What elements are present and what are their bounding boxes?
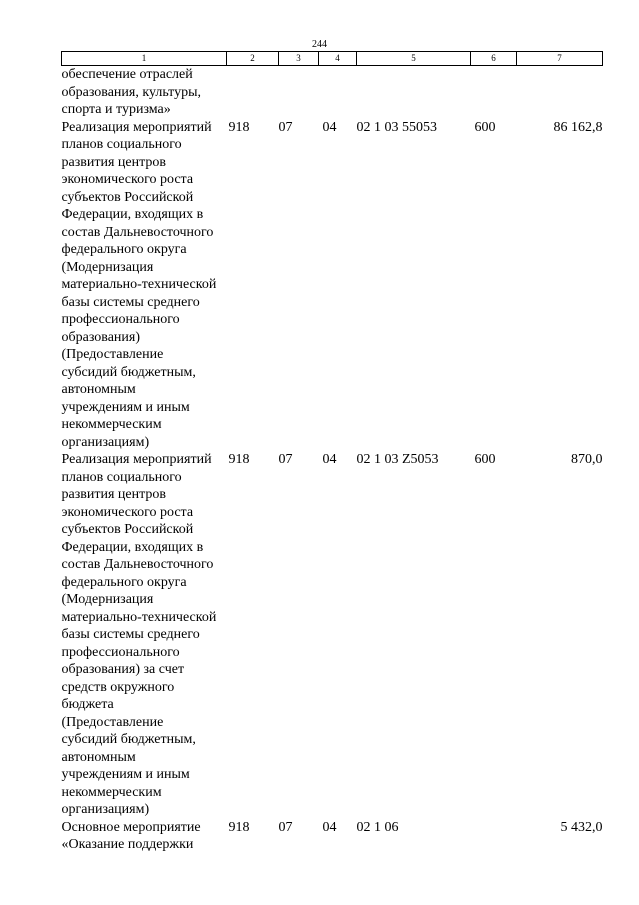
item-name-line: базы системы среднего bbox=[61, 627, 200, 642]
item-name-line: автономным bbox=[61, 749, 136, 765]
item-name-line: субъектов Российской bbox=[61, 189, 194, 205]
cell-subsection: 04 bbox=[322, 452, 337, 467]
column-header: 5 bbox=[357, 52, 471, 66]
item-name-line: учреждениям и иным bbox=[61, 767, 190, 782]
cell-item-name bbox=[62, 119, 227, 452]
cell-subsection: 04 bbox=[322, 819, 337, 835]
cell-target-article: 02 1 03 Z5053 bbox=[356, 452, 439, 467]
item-name-line: Федерации, входящих в bbox=[61, 207, 204, 222]
item-name-line: спорта и туризма» bbox=[61, 102, 171, 117]
item-name-line: некоммерческим bbox=[61, 417, 162, 432]
item-name-line: некоммерческим bbox=[61, 784, 162, 800]
item-name-line: федерального округа bbox=[61, 242, 187, 257]
cell-admin-code: 918 bbox=[228, 119, 250, 135]
cell-amount: 870,0 bbox=[571, 452, 603, 467]
column-header: 2 bbox=[227, 52, 279, 66]
cell-subsection: 04 bbox=[322, 119, 337, 135]
cell-section bbox=[279, 66, 319, 119]
column-header: 6 bbox=[471, 52, 517, 66]
cell-admin-code: 918 bbox=[228, 452, 250, 467]
item-name-line: состав Дальневосточного bbox=[61, 224, 214, 240]
column-number-row bbox=[62, 52, 603, 66]
cell-expense-type: 600 bbox=[474, 452, 496, 467]
cell-expense-type: 600 bbox=[474, 119, 496, 135]
item-name-line: «Оказание поддержки bbox=[61, 837, 194, 852]
item-name-line: образования) за счет bbox=[61, 662, 185, 677]
item-name-line: средств окружного bbox=[61, 679, 175, 695]
item-name-line: материально-технической bbox=[61, 609, 217, 625]
item-name-line: организациям) bbox=[61, 434, 150, 450]
page-number: 244 bbox=[312, 39, 327, 50]
cell-target-article: 02 1 06 bbox=[356, 819, 399, 835]
cell-admin-code: 918 bbox=[228, 819, 250, 835]
item-name-line: развития центров bbox=[61, 154, 166, 170]
item-name-line: автономным bbox=[61, 382, 136, 397]
item-name-line: субсидий бюджетным, bbox=[61, 732, 196, 747]
item-name-line: профессионального bbox=[61, 312, 180, 327]
table-row bbox=[62, 451, 603, 819]
item-name-line: экономического роста bbox=[61, 172, 194, 187]
item-name-line: учреждениям и иным bbox=[61, 399, 190, 415]
column-header: 1 bbox=[62, 52, 227, 66]
cell-item-name bbox=[62, 451, 227, 819]
item-name-line: организациям) bbox=[61, 802, 150, 817]
item-name-line: планов социального bbox=[61, 469, 182, 485]
budget-table bbox=[61, 51, 603, 854]
item-name-line: развития центров bbox=[61, 487, 166, 502]
item-name-line: материально-технической bbox=[61, 277, 217, 292]
column-header: 4 bbox=[319, 52, 357, 66]
item-name-line: субсидий бюджетным, bbox=[61, 364, 196, 380]
table-row bbox=[62, 119, 603, 452]
item-name-line: бюджета bbox=[61, 697, 114, 712]
cell-item-name bbox=[62, 819, 227, 854]
item-name-line: Реализация мероприятий bbox=[61, 119, 212, 135]
column-header: 3 bbox=[279, 52, 319, 66]
cell-amount: 86 162,8 bbox=[553, 119, 603, 135]
item-name-line: обеспечение отраслей bbox=[61, 67, 193, 82]
item-name-line: (Модернизация bbox=[61, 592, 154, 607]
item-name-line: базы системы среднего bbox=[61, 294, 200, 310]
cell-target-article: 02 1 03 55053 bbox=[356, 119, 437, 135]
cell-amount bbox=[517, 66, 603, 119]
item-name-line: субъектов Российской bbox=[61, 522, 194, 537]
cell-admin-code bbox=[227, 66, 279, 119]
cell-item-name bbox=[62, 66, 227, 119]
cell-section: 07 bbox=[278, 819, 293, 835]
item-name-line: (Модернизация bbox=[61, 259, 154, 275]
cell-subsection bbox=[319, 66, 357, 119]
item-name-line: Реализация мероприятий bbox=[61, 452, 212, 467]
item-name-line: образования) bbox=[61, 329, 141, 345]
item-name-line: образования, культуры, bbox=[61, 84, 202, 100]
table-header bbox=[62, 52, 603, 66]
cell-expense-type bbox=[471, 819, 517, 854]
column-header: 7 bbox=[517, 52, 603, 66]
cell-amount: 5 432,0 bbox=[560, 819, 603, 835]
table-row bbox=[62, 819, 603, 854]
item-name-line: профессионального bbox=[61, 644, 180, 660]
table-body bbox=[62, 66, 603, 854]
cell-target-article bbox=[357, 66, 471, 119]
item-name-line: Основное мероприятие bbox=[61, 819, 201, 835]
item-name-line: Федерации, входящих в bbox=[61, 539, 204, 555]
item-name-line: состав Дальневосточного bbox=[61, 557, 214, 572]
item-name-line: федерального округа bbox=[61, 574, 187, 590]
item-name-line: планов социального bbox=[61, 137, 182, 152]
cell-section: 07 bbox=[278, 119, 293, 135]
cell-expense-type bbox=[471, 66, 517, 119]
table-row bbox=[62, 66, 603, 119]
item-name-line: экономического роста bbox=[61, 504, 194, 520]
cell-section: 07 bbox=[278, 452, 293, 467]
item-name-line: (Предоставление bbox=[61, 714, 164, 730]
item-name-line: (Предоставление bbox=[61, 347, 164, 362]
